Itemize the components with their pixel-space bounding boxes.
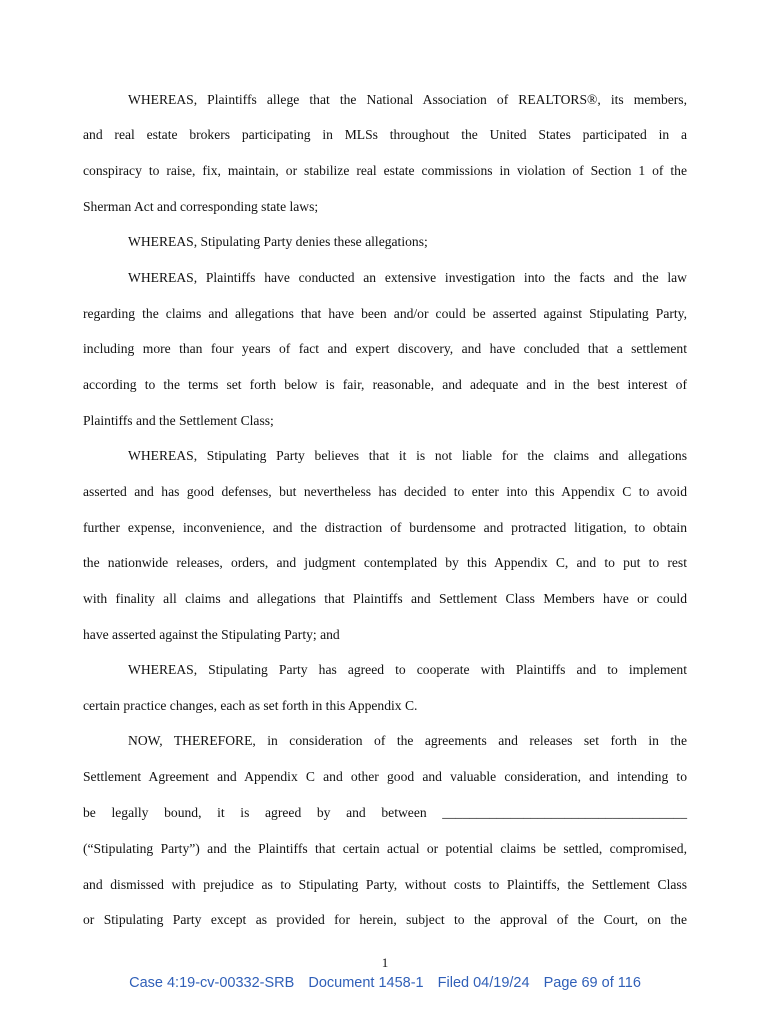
footer-case-number: Case 4:19-cv-00332-SRB	[129, 975, 295, 991]
text-line: Plaintiffs and the Settlement Class;	[83, 413, 274, 428]
text-line: have asserted against the Stipulating Party; and	[83, 627, 340, 642]
text-line: and real estate brokers participating in MLSs throughout the United States participated in a	[83, 127, 687, 142]
text-line: or Stipulating Party except as provided for herein, subject to the approval of the Court, on the	[83, 912, 687, 927]
text-line: be legally bound, it is agreed by and between ____________________________________	[83, 805, 687, 820]
text-line: including more than four years of fact and expert discovery, and have concluded that a settlement	[83, 341, 687, 356]
text-line: further expense, inconvenience, and the distraction of burdensome and protracted litigation, to obtain	[83, 520, 687, 535]
filing-footer	[0, 974, 770, 992]
text-line: (“Stipulating Party”) and the Plaintiffs that certain actual or potential claims be settled, compromised,	[83, 841, 687, 856]
text-line: asserted and has good defenses, but nevertheless has decided to enter into this Appendix C to avoid	[83, 484, 687, 499]
footer-page-count: Page 69 of 116	[543, 975, 641, 991]
text-line: with finality all claims and allegations that Plaintiffs and Settlement Class Members have or could	[83, 591, 687, 606]
text-line: NOW, THEREFORE, in consideration of the agreements and releases set forth in the	[128, 733, 687, 748]
text-line: Settlement Agreement and Appendix C and other good and valuable consideration, and intending to	[83, 769, 687, 784]
page-number: 1	[381, 955, 389, 970]
text-line: certain practice changes, each as set forth in this Appendix C.	[83, 698, 418, 713]
text-line: and dismissed with prejudice as to Stipulating Party, without costs to Plaintiffs, the Settlement Class	[83, 877, 687, 892]
text-line: regarding the claims and allegations that have been and/or could be asserted against Stipulating Party,	[83, 306, 687, 321]
text-line: WHEREAS, Stipulating Party denies these allegations;	[128, 234, 428, 249]
text-line: WHEREAS, Plaintiffs have conducted an extensive investigation into the facts and the law	[128, 270, 687, 285]
text-line: Sherman Act and corresponding state laws;	[83, 199, 319, 214]
text-line: WHEREAS, Plaintiffs allege that the National Association of REALTORS®, its members,	[128, 92, 687, 107]
text-line: WHEREAS, Stipulating Party has agreed to cooperate with Plaintiffs and to implement	[128, 662, 687, 677]
text-line: conspiracy to raise, fix, maintain, or stabilize real estate commissions in violation of Section 1 of the	[83, 163, 687, 178]
text-line: WHEREAS, Stipulating Party believes that it is not liable for the claims and allegations	[128, 448, 687, 463]
text-line: the nationwide releases, orders, and judgment contemplated by this Appendix C, and to put to rest	[83, 555, 687, 570]
text-line: according to the terms set forth below is fair, reasonable, and adequate and in the best interest of	[83, 377, 687, 392]
footer-document-number: Document 1458-1	[308, 975, 424, 991]
footer-filed-date: Filed 04/19/24	[437, 975, 530, 991]
